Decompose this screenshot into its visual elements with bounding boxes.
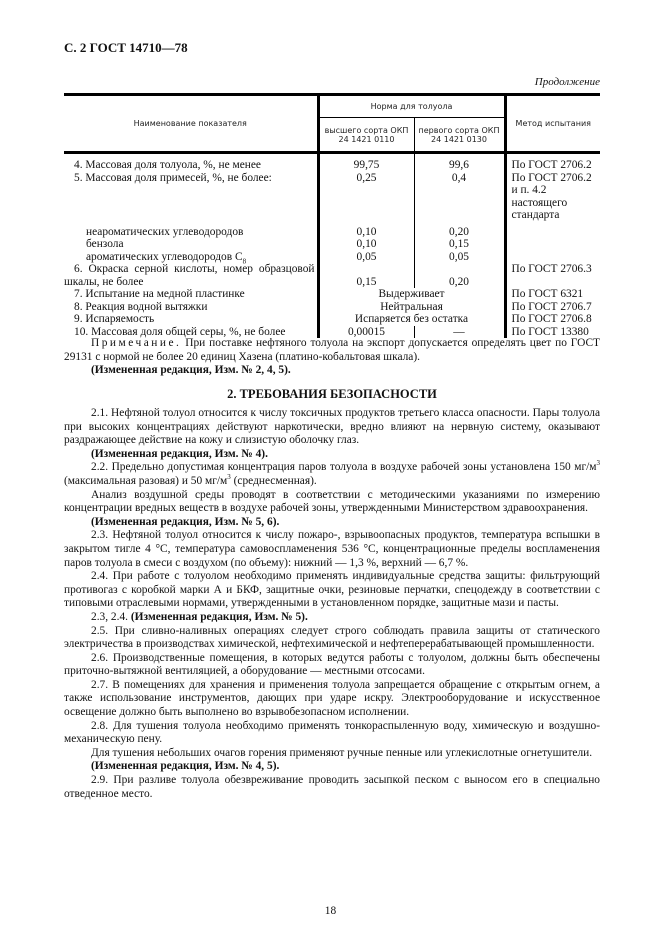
amendment-note: (Измененная редакция, Изм. № 4, 5).	[91, 760, 280, 773]
paragraph-2-2-analysis: Анализ воздушной среды проводят в соответствии с методическими указаниями по измерению концентрации вредных веществ в воздухе рабочей зоны, утвержденными Министерством здравоохранения.	[64, 488, 600, 515]
amendment-note: (Измененная редакция, Изм. № 2, 4, 5).	[91, 364, 291, 376]
text: (Измененная редакция, Изм. № 5).	[130, 610, 308, 623]
row-name: 5. Массовая доля примесей, %, не более:	[74, 171, 272, 184]
paragraph-2-9: 2.9. При разливе толуола обезвреживание проводить засыпкой песком с выносом его в специально отведенное место.	[64, 774, 600, 800]
col-first-header: первого сорта ОКП 24 1421 0130	[414, 118, 505, 153]
paragraph-2-7: 2.7. В помещениях для хранения и применения толуола запрещается обращение с открытым огнем, а также использование инструментов, дающих при ударе искру. Электрооборудование и искусственное освещение должно быть выполнено во взрывобезопасном исполнении.	[64, 678, 600, 719]
section-body	[0, 407, 600, 801]
row-name	[64, 263, 318, 288]
note-label: Примечание.	[91, 337, 182, 349]
row-method: По ГОСТ 2706.2	[505, 153, 600, 172]
col-name-header: Наименование показателя	[64, 95, 318, 153]
row-method: По ГОСТ 13380	[505, 326, 600, 339]
row-method	[505, 226, 600, 239]
row-first: —	[414, 326, 505, 339]
row-high: 0,00015	[318, 326, 414, 339]
amendment-note: (Измененная редакция, Изм. № 5, 6).	[91, 515, 280, 528]
paragraph-2-3: 2.3. Нефтяной толуол относится к числу пожаро-, взрывоопасных продуктов, температура вспышки в закрытом тигле 4 °С, температура самовоспламенения 536 °С, концентрационные пределы воспламенения паров толуола в смеси с воздухом (по объему): нижний — 1,3 %, верхний — 6,7 %.	[64, 529, 600, 569]
paragraph-2-6: 2.6. Производственные помещения, в которых ведутся работы с толуолом, должны быть обеспечены приточно-вытяжной вентиляцией, а оборудование — местными отсосами.	[64, 651, 600, 678]
text: (среднесменная).	[230, 474, 317, 487]
row-method	[505, 238, 600, 251]
row-method	[505, 251, 600, 264]
row-first: 0,20	[414, 263, 505, 288]
paragraph-2-2	[64, 461, 600, 488]
row-method: По ГОСТ 2706.2 и п. 4.2 настоящего стандарта	[505, 172, 600, 226]
row-method: По ГОСТ 2706.3	[505, 263, 600, 288]
row-first: 0,4	[414, 172, 505, 226]
row-name: 7. Испытание на медной пластинке	[74, 288, 245, 300]
table-row	[64, 288, 600, 301]
row-high: 99,75	[318, 153, 414, 172]
row-first: 99,6	[414, 153, 505, 172]
row-high: 0,10	[318, 238, 414, 251]
col-norm-header: Норма для толуола	[318, 95, 505, 118]
specification-table	[64, 93, 600, 338]
row-both-grades: Испаряется без остатка	[318, 313, 505, 326]
amendment-note: (Измененная редакция, Изм. № 4).	[91, 447, 268, 460]
text: 2.2. Предельно допустимая концентрация паров толуола в воздухе рабочей зоны установлена 150 мг/м	[91, 461, 597, 474]
paragraph-2-4: 2.4. При работе с толуолом необходимо применять индивидуальные средства защиты: фильтрующий противогаз с коробкой марки А и БКФ, защитные очки, резиновые перчатки, спецодежду в соответствии с типовыми отраслевыми нормами, утвержденными в установленном порядке, защитные мази и пасты.	[64, 570, 600, 610]
row-name: 8. Реакция водной вытяжки	[74, 300, 208, 313]
row-name: 9. Испаряемость	[74, 313, 155, 325]
table-row	[64, 172, 600, 226]
row-name: бензола	[86, 238, 124, 250]
paragraph-2-8-extinguishers: Для тушения небольших очагов горения применяют ручные пенные или углекислотные огнетушители.	[91, 746, 593, 759]
col-method-header: Метод испытания	[505, 95, 600, 153]
paragraph-2-5: 2.5. При сливно-наливных операциях следует строго соблюдать правила защиты от статического электричества в производствах химической, нефтехимической и нефтеперерабатывающей промышленности.	[64, 624, 600, 651]
row-high: 0,05	[318, 251, 414, 264]
paragraph-2-8: 2.8. Для тушения толуола необходимо применять тонкораспыленную воду, химическую и воздушно-механическую пену.	[64, 719, 600, 746]
row-name-text: 6. Окраска серной кислоты, номер образцовой шкалы, не более	[64, 263, 315, 288]
table-row	[64, 301, 600, 314]
table-row	[64, 263, 600, 288]
row-both-grades: Выдерживает	[318, 288, 505, 301]
text: 2.3, 2.4.	[91, 610, 131, 623]
amendment-note	[64, 611, 600, 625]
paragraph-2-1: 2.1. Нефтяной толуол относится к числу токсичных продуктов третьего класса опасности. Пары толуола при высоких концентрациях действуют наркотически, вредно влияют на нервную систему, оказывают раздражающее действие на кожу и слизистую оболочку глаз.	[64, 407, 600, 447]
table-row	[64, 226, 600, 239]
row-name: 10. Массовая доля общей серы, %, не более	[74, 325, 286, 338]
row-method: По ГОСТ 2706.7	[505, 301, 600, 314]
text: (максимальная разовая) и 50 мг/м	[64, 474, 228, 487]
row-method: По ГОСТ 2706.8	[505, 313, 600, 326]
table-note	[64, 337, 600, 364]
table-row	[64, 313, 600, 326]
row-name: неароматических углеводородов	[86, 225, 244, 238]
row-first: 0,20	[414, 226, 505, 239]
row-name: 4. Массовая доля толуола, %, не менее	[74, 159, 261, 171]
row-name-text: ароматических углеводородов C	[86, 250, 243, 263]
row-high: 0,15	[318, 263, 414, 288]
table-row	[64, 251, 600, 264]
col-high-header: высшего сорта ОКП 24 1421 0110	[318, 118, 414, 153]
row-first: 0,05	[414, 251, 505, 264]
note-text: При поставке нефтяного толуола на экспорт допускается определять цвет по ГОСТ 29131 с нормой не более 20 единиц Хазена (платино-кобальтовая шкала).	[64, 337, 600, 363]
subscript: 8	[242, 256, 247, 265]
page-header: С. 2 ГОСТ 14710—78	[64, 40, 188, 55]
row-name	[64, 251, 318, 264]
superscript: 3	[227, 473, 231, 482]
row-first: 0,15	[414, 238, 505, 251]
continuation-label: Продолжение	[534, 76, 600, 88]
page-number: 18	[324, 905, 337, 917]
row-method: По ГОСТ 6321	[505, 288, 600, 301]
table-row	[64, 153, 600, 172]
row-high: 0,25	[318, 172, 414, 226]
section-title: 2. ТРЕБОВАНИЯ БЕЗОПАСНОСТИ	[227, 387, 437, 401]
table-row	[64, 238, 600, 251]
superscript: 3	[596, 459, 600, 468]
row-both-grades: Нейтральная	[318, 301, 505, 314]
row-high: 0,10	[318, 226, 414, 239]
